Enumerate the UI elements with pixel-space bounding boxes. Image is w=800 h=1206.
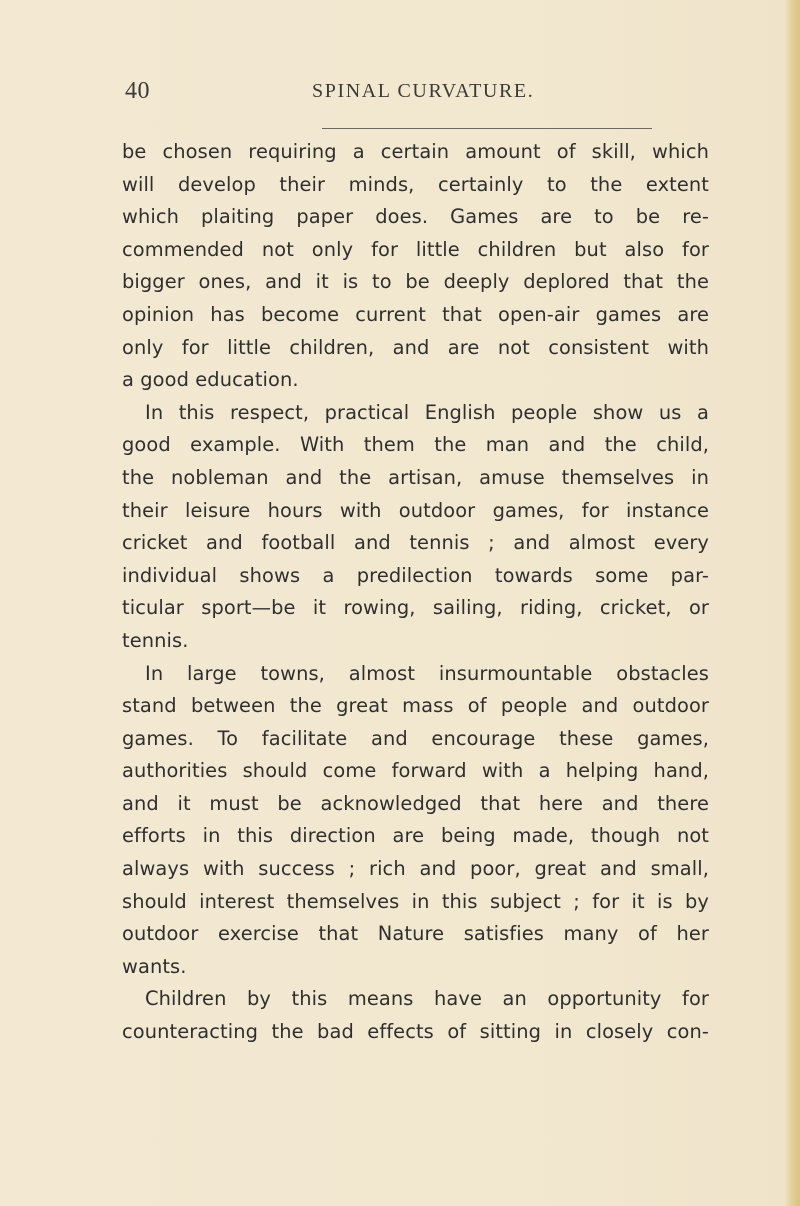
text-line: counteracting the bad effects of sitting in closely con- — [122, 1020, 709, 1044]
text-line: tennis. — [122, 628, 189, 652]
text-line: outdoor exercise that Nature satisfies many of her — [122, 922, 709, 946]
running-title: SPINAL CURVATURE. — [312, 80, 535, 102]
text-line: should interest themselves in this subject ; for it is by — [122, 889, 709, 913]
text-line: authorities should come forward with a helping hand, — [122, 759, 709, 783]
text-line: will develop their minds, certainly to the extent — [122, 172, 709, 196]
text-line: a good education. — [122, 368, 299, 392]
page-edge-shadow — [784, 0, 800, 1206]
text-line: their leisure hours with outdoor games, for instance — [122, 498, 709, 522]
text-line: efforts in this direction are being made, though not — [122, 824, 709, 848]
text-line: In this respect, practical English people show us a — [145, 400, 709, 424]
running-head — [0, 78, 800, 114]
text-line: ticular sport—be it rowing, sailing, riding, cricket, or — [122, 596, 709, 620]
body-text — [122, 136, 709, 1049]
text-line: Children by this means have an opportunity for — [145, 987, 709, 1011]
text-line: and it must be acknowledged that here and there — [122, 791, 709, 815]
text-line: games. To facilitate and encourage these games, — [122, 726, 709, 750]
text-line: be chosen requiring a certain amount of skill, which — [122, 140, 709, 163]
text-line: wants. — [122, 954, 187, 978]
text-line: opinion has become current that open-air games are — [122, 302, 709, 326]
text-line: cricket and football and tennis ; and almost every — [122, 531, 709, 555]
text-line: which plaiting paper does. Games are to be re- — [122, 205, 709, 229]
text-line: only for little children, and are not consistent with — [122, 335, 709, 359]
header-rule — [322, 128, 652, 129]
text-line: always with success ; rich and poor, great and small, — [122, 857, 709, 881]
text-line: In large towns, almost insurmountable obstacles — [145, 661, 709, 685]
text-line: stand between the great mass of people and outdoor — [122, 694, 709, 718]
text-line: bigger ones, and it is to be deeply deplored that the — [122, 270, 709, 294]
text-line: commended not only for little children but also for — [122, 237, 709, 261]
text-line: good example. With them the man and the child, — [122, 433, 709, 457]
page-number: 40 — [125, 78, 150, 104]
text-line: individual shows a predilection towards some par- — [122, 563, 709, 587]
text-line: the nobleman and the artisan, amuse themselves in — [122, 465, 709, 489]
